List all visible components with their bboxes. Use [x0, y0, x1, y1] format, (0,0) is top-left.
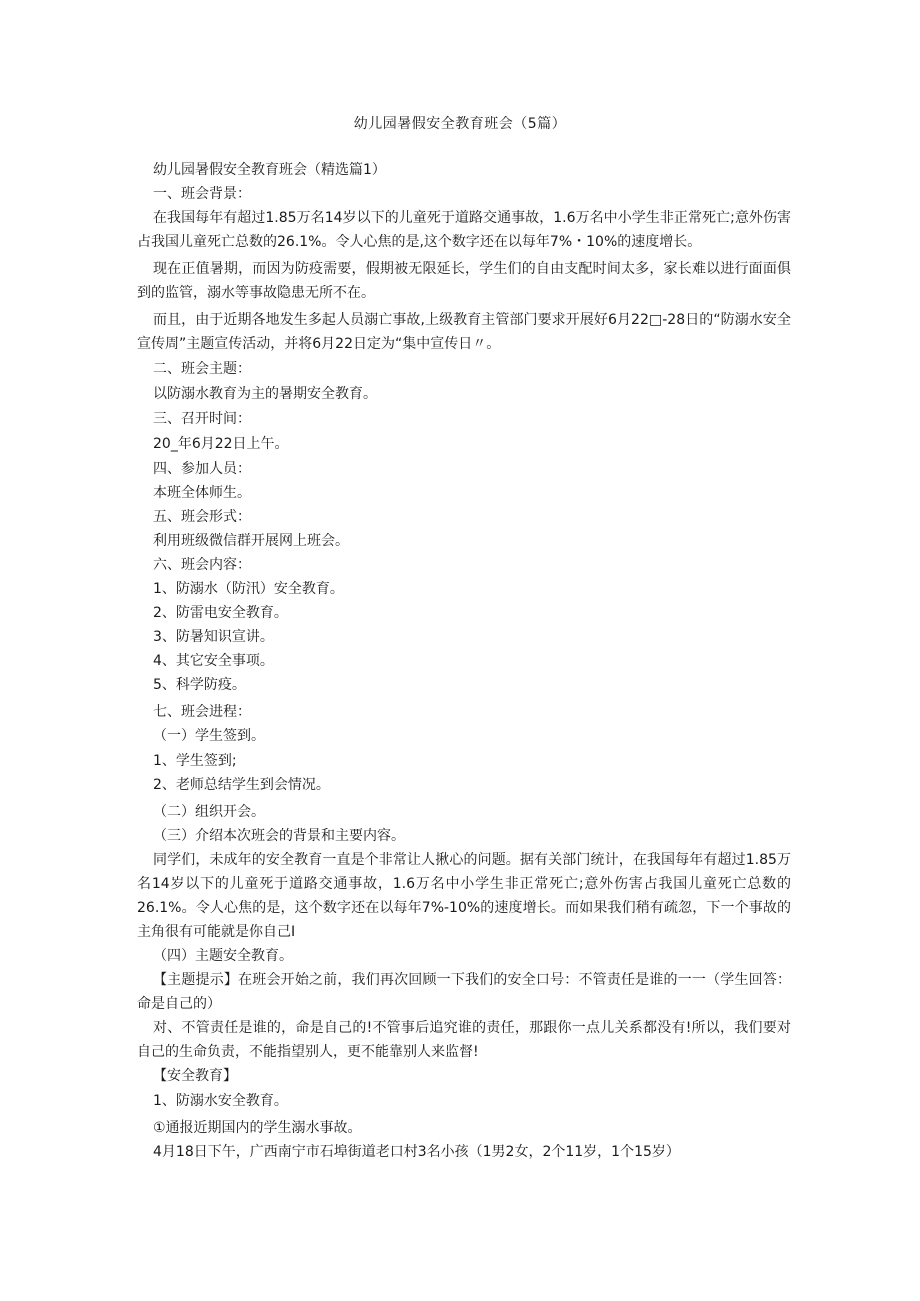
text-line: （三）介绍本次班会的背景和主要内容。	[153, 828, 405, 844]
heading-content: 六、班会内容：	[153, 557, 251, 573]
section-heading: 幼儿园暑假安全教育班会（精选篇1）	[153, 162, 386, 178]
paragraph: 对、不管责任是谁的，命是自己的!不管事后追究谁的责任，那跟你一点儿关系都没有!所以，我们要对自己的生命负责，不能指望别人，更不能靠别人来监督!	[137, 1020, 791, 1060]
paragraph: 而且，由于近期各地发生多起人员溺亡事故,上级教育主管部门要求开展好6月22□-28日的“防溺水安全宣传周”主题宣传活动，并将6月22日定为“集中宣传日〃。	[137, 312, 791, 352]
text-line: （四）主题安全教育。	[153, 948, 293, 964]
heading-format: 五、班会形式：	[153, 509, 251, 525]
list-item: 3、防暑知识宣讲。	[153, 629, 274, 645]
list-item: 2、老师总结学生到会情况。	[153, 777, 330, 793]
document-title: 幼儿园暑假安全教育班会（5篇）	[353, 116, 567, 132]
document-body	[137, 158, 791, 1164]
list-item: 4、其它安全事项。	[153, 653, 274, 669]
paragraph: 4月18日下午，广西南宁市石埠街道老口村3名小孩（1男2女，2个11岁，1个15岁）	[153, 1144, 680, 1160]
list-item: 2、防雷电安全教育。	[153, 605, 288, 621]
paragraph: 同学们，未成年的安全教育一直是个非常让人揪心的问题。据有关部门统计，在我国每年有超过1.85万名14岁以下的儿童死于道路交通事故，1.6万名中小学生非正常死亡;意外伤害占我国儿童死亡总数的26.1%。令人心焦的是，这个数字还在以每年7%-10%的速度增长。而如果我们稍有疏忽，下一个事故的主角很有可能就是你自己I	[137, 852, 791, 940]
heading-process: 七、班会进程：	[153, 704, 251, 720]
heading-participants: 四、参加人员：	[153, 461, 251, 477]
list-item: ①通报近期国内的学生溺水事故。	[153, 1120, 362, 1136]
heading-background: 一、班会背景：	[153, 186, 251, 202]
list-item: 5、科学防疫。	[153, 677, 246, 693]
paragraph: 现在正值暑期，而因为防疫需要，假期被无限延长，学生们的自由支配时间太多，家长难以进行面面俱到的监管，溺水等事故隐患无所不在。	[137, 261, 791, 301]
list-item: 1、防溺水安全教育。	[153, 1093, 288, 1109]
paragraph: 在我国每年有超过1.85万名14岁以下的儿童死于道路交通事故，1.6万名中小学生非正常死亡;意外伤害占我国儿童死亡总数的26.1%。令人心焦的是,这个数字还在以每年7%・10%的速度增长。	[137, 210, 791, 250]
text-line: （一）学生签到。	[153, 728, 265, 744]
text-line: （二）组织开会。	[153, 804, 265, 820]
text-line: 20_年6月22日上午。	[153, 436, 289, 452]
text-line: 以防溺水教育为主的暑期安全教育。	[153, 386, 377, 402]
list-item: 1、学生签到;	[153, 753, 237, 769]
list-item: 1、防溺水（防汛）安全教育。	[153, 581, 344, 597]
text-line: 本班全体师生。	[153, 485, 251, 501]
heading-safety-education: 【安全教育】	[153, 1068, 237, 1084]
heading-time: 三、召开时间：	[153, 411, 251, 427]
text-line: 利用班级微信群开展网上班会。	[153, 533, 349, 549]
heading-theme: 二、班会主题：	[153, 361, 251, 377]
paragraph: 【主题提示】在班会开始之前，我们再次回顾一下我们的安全口号：不管责任是谁的一一（学生回答：命是自己的）	[137, 972, 791, 1012]
